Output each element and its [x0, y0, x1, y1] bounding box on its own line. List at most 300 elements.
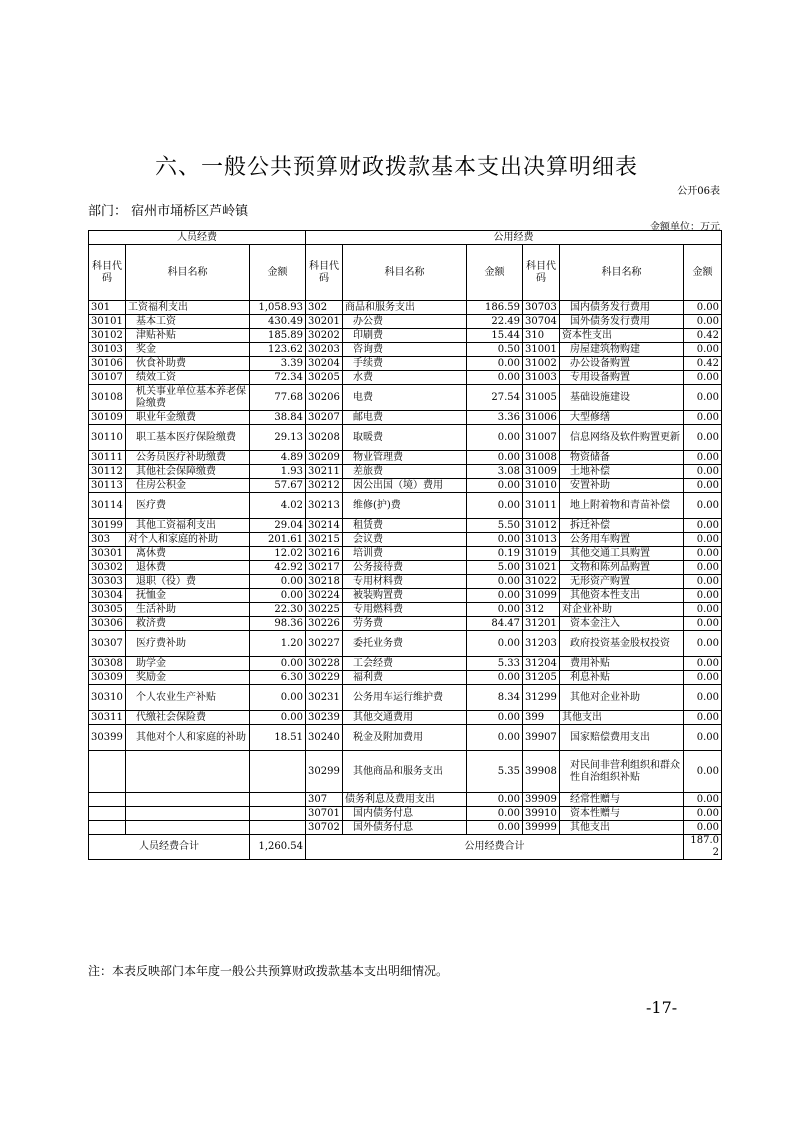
cell-code: 30215: [306, 533, 343, 547]
cell-code: 31012: [523, 519, 560, 533]
cell-name: 伙食补助费: [126, 357, 250, 371]
cell-amount: 0.00: [684, 301, 722, 315]
cell-name: 房屋建筑物购建: [560, 343, 684, 357]
cell-code: 30102: [89, 329, 126, 343]
cell-code: 30204: [306, 357, 343, 371]
cell-name: 奖励金: [126, 671, 250, 685]
cell-name: 劳务费: [343, 617, 467, 631]
cell-code: 39908: [523, 751, 560, 793]
cell-code: 30399: [89, 725, 126, 751]
cell-code: 39999: [523, 821, 560, 835]
cell-amount: 0.00: [684, 793, 722, 807]
cell-amount: [250, 793, 306, 807]
col-header-code: 科目代码: [523, 245, 560, 301]
cell-name: 办公费: [343, 315, 467, 329]
cell-name: 退休费: [126, 561, 250, 575]
expenditure-table: [88, 230, 722, 860]
table-row: [89, 725, 722, 751]
cell-amount: 0.00: [467, 807, 523, 821]
total-public-value: 187.02: [684, 835, 722, 860]
table-row: [89, 519, 722, 533]
cell-code: 30110: [89, 425, 126, 451]
cell-amount: 0.00: [467, 631, 523, 657]
cell-code: 31002: [523, 357, 560, 371]
cell-code: 31021: [523, 561, 560, 575]
cell-amount: 0.00: [684, 547, 722, 561]
cell-name: 土地补偿: [560, 465, 684, 479]
group-header-row: [89, 231, 722, 245]
table-row: [89, 561, 722, 575]
cell-code: 307: [306, 793, 343, 807]
cell-code: 31201: [523, 617, 560, 631]
cell-code: 302: [306, 301, 343, 315]
cell-name: 工会经费: [343, 657, 467, 671]
cell-code: 31013: [523, 533, 560, 547]
table-row: [89, 451, 722, 465]
cell-name: 电费: [343, 385, 467, 411]
cell-name: 资本性赠与: [560, 807, 684, 821]
cell-code: 30305: [89, 603, 126, 617]
cell-name: 被装购置费: [343, 589, 467, 603]
cell-code: 30308: [89, 657, 126, 671]
cell-amount: 0.00: [684, 589, 722, 603]
table-row: [89, 479, 722, 493]
cell-name: 助学金: [126, 657, 250, 671]
cell-code: 31010: [523, 479, 560, 493]
col-header-name: 科目名称: [343, 245, 467, 301]
cell-amount: 38.84: [250, 411, 306, 425]
cell-amount: 22.49: [467, 315, 523, 329]
cell-amount: 18.51: [250, 725, 306, 751]
cell-code: 30224: [306, 589, 343, 603]
cell-code: 30212: [306, 479, 343, 493]
cell-code: 30107: [89, 371, 126, 385]
cell-name: 工资福利支出: [126, 301, 250, 315]
cell-amount: 5.00: [467, 561, 523, 575]
cell-name: 救济费: [126, 617, 250, 631]
cell-amount: 0.00: [684, 671, 722, 685]
cell-code: 30206: [306, 385, 343, 411]
cell-code: [89, 793, 126, 807]
total-row: [89, 835, 722, 860]
table-row: [89, 617, 722, 631]
cell-code: 30701: [306, 807, 343, 821]
cell-amount: 29.04: [250, 519, 306, 533]
cell-code: 30302: [89, 561, 126, 575]
cell-name: 公务接待费: [343, 561, 467, 575]
cell-amount: 0.00: [684, 425, 722, 451]
cell-name: 公务用车运行维护费: [343, 685, 467, 711]
cell-name: 其他工资福利支出: [126, 519, 250, 533]
cell-code: 39907: [523, 725, 560, 751]
table-row: [89, 493, 722, 519]
cell-code: 30229: [306, 671, 343, 685]
cell-code: 30299: [306, 751, 343, 793]
cell-name: 资本性支出: [560, 329, 684, 343]
cell-name: 办公设备购置: [560, 357, 684, 371]
cell-amount: 0.00: [684, 343, 722, 357]
cell-amount: 0.00: [684, 807, 722, 821]
cell-code: 31203: [523, 631, 560, 657]
cell-code: 31022: [523, 575, 560, 589]
cell-amount: [250, 751, 306, 793]
cell-amount: 0.42: [684, 329, 722, 343]
table-row: [89, 821, 722, 835]
cell-name: 水费: [343, 371, 467, 385]
cell-name: 差旅费: [343, 465, 467, 479]
cell-amount: 186.59: [467, 301, 523, 315]
cell-amount: 27.54: [467, 385, 523, 411]
cell-name: 医疗费补助: [126, 631, 250, 657]
cell-name: 国外债务付息: [343, 821, 467, 835]
cell-name: 其他资本性支出: [560, 589, 684, 603]
cell-name: 邮电费: [343, 411, 467, 425]
cell-name: 物资储备: [560, 451, 684, 465]
cell-amount: 0.00: [250, 711, 306, 725]
cell-name: 因公出国（境）费用: [343, 479, 467, 493]
cell-name: 利息补贴: [560, 671, 684, 685]
cell-amount: 0.00: [467, 533, 523, 547]
cell-name: 税金及附加费用: [343, 725, 467, 751]
cell-amount: 185.89: [250, 329, 306, 343]
cell-amount: 0.00: [684, 315, 722, 329]
cell-code: 30112: [89, 465, 126, 479]
cell-amount: 3.36: [467, 411, 523, 425]
cell-code: [89, 751, 126, 793]
cell-name: 安置补助: [560, 479, 684, 493]
cell-code: 30103: [89, 343, 126, 357]
cell-code: 30240: [306, 725, 343, 751]
cell-amount: 0.00: [684, 617, 722, 631]
cell-code: 39909: [523, 793, 560, 807]
cell-code: 30227: [306, 631, 343, 657]
cell-amount: 8.34: [467, 685, 523, 711]
cell-name: 租赁费: [343, 519, 467, 533]
cell-amount: 0.00: [684, 493, 722, 519]
cell-amount: 0.00: [467, 603, 523, 617]
cell-code: 30203: [306, 343, 343, 357]
cell-name: [126, 821, 250, 835]
cell-amount: 0.00: [684, 575, 722, 589]
cell-amount: 0.00: [684, 657, 722, 671]
cell-code: 30109: [89, 411, 126, 425]
cell-code: 30201: [306, 315, 343, 329]
total-personnel-value: 1,260.54: [250, 835, 306, 860]
cell-amount: 0.00: [684, 465, 722, 479]
group-personnel-header: 人员经费: [89, 231, 306, 245]
cell-amount: 72.34: [250, 371, 306, 385]
cell-name: 机关事业单位基本养老保险缴费: [126, 385, 250, 411]
cell-name: 对个人和家庭的补助: [126, 533, 250, 547]
table-row: [89, 711, 722, 725]
cell-amount: 0.00: [467, 357, 523, 371]
cell-code: 30310: [89, 685, 126, 711]
cell-name: 离休费: [126, 547, 250, 561]
cell-name: 对民间非营利组织和群众性自治组织补贴: [560, 751, 684, 793]
cell-code: 30199: [89, 519, 126, 533]
cell-name: 会议费: [343, 533, 467, 547]
cell-name: 国内债务发行费用: [560, 301, 684, 315]
cell-name: 费用补贴: [560, 657, 684, 671]
cell-code: 399: [523, 711, 560, 725]
cell-amount: 0.00: [467, 589, 523, 603]
cell-code: 30704: [523, 315, 560, 329]
cell-amount: 5.50: [467, 519, 523, 533]
cell-amount: 0.00: [684, 725, 722, 751]
table-row: [89, 385, 722, 411]
cell-amount: 42.92: [250, 561, 306, 575]
cell-name: 其他支出: [560, 821, 684, 835]
cell-amount: 1.20: [250, 631, 306, 657]
cell-amount: 0.00: [684, 603, 722, 617]
cell-name: 无形资产购置: [560, 575, 684, 589]
cell-code: 30301: [89, 547, 126, 561]
cell-amount: 12.02: [250, 547, 306, 561]
cell-amount: 4.02: [250, 493, 306, 519]
cell-amount: 5.33: [467, 657, 523, 671]
cell-name: 代缴社会保险费: [126, 711, 250, 725]
cell-code: 30209: [306, 451, 343, 465]
cell-code: 30217: [306, 561, 343, 575]
cell-name: 公务员医疗补助缴费: [126, 451, 250, 465]
cell-name: 培训费: [343, 547, 467, 561]
cell-amount: 57.67: [250, 479, 306, 493]
cell-name: 基础设施建设: [560, 385, 684, 411]
cell-amount: 0.00: [467, 821, 523, 835]
cell-name: 专用材料费: [343, 575, 467, 589]
cell-name: 职工基本医疗保险缴费: [126, 425, 250, 451]
cell-code: 30214: [306, 519, 343, 533]
cell-amount: 98.36: [250, 617, 306, 631]
cell-amount: 0.00: [684, 411, 722, 425]
cell-code: 31299: [523, 685, 560, 711]
department-label: 部门： 宿州市埇桥区芦岭镇: [88, 204, 249, 219]
table-number: 公开06表: [677, 186, 720, 197]
cell-name: [126, 751, 250, 793]
table-row: [89, 343, 722, 357]
cell-amount: 0.00: [467, 793, 523, 807]
page-number: -17-: [646, 998, 678, 1017]
cell-code: 30226: [306, 617, 343, 631]
table-row: [89, 575, 722, 589]
cell-name: 住房公积金: [126, 479, 250, 493]
cell-amount: 0.00: [467, 371, 523, 385]
cell-name: 大型修缮: [560, 411, 684, 425]
table-row: [89, 589, 722, 603]
cell-code: 30205: [306, 371, 343, 385]
cell-code: 301: [89, 301, 126, 315]
cell-amount: 0.19: [467, 547, 523, 561]
cell-amount: 0.00: [467, 451, 523, 465]
cell-amount: 0.00: [250, 685, 306, 711]
cell-amount: 0.50: [467, 343, 523, 357]
cell-code: 30309: [89, 671, 126, 685]
cell-amount: 0.00: [467, 479, 523, 493]
cell-code: 30213: [306, 493, 343, 519]
cell-name: 国外债务发行费用: [560, 315, 684, 329]
cell-amount: 77.68: [250, 385, 306, 411]
col-header-amount: 金额: [684, 245, 722, 301]
cell-code: 31205: [523, 671, 560, 685]
cell-code: 30202: [306, 329, 343, 343]
table-row: [89, 547, 722, 561]
cell-name: 专用燃料费: [343, 603, 467, 617]
cell-amount: 0.00: [684, 519, 722, 533]
table-row: [89, 685, 722, 711]
cell-name: 其他交通费用: [343, 711, 467, 725]
cell-code: 30211: [306, 465, 343, 479]
cell-name: 商品和服务支出: [343, 301, 467, 315]
cell-amount: 0.00: [250, 589, 306, 603]
cell-amount: 0.00: [684, 533, 722, 547]
unit-label: 金额单位：万元: [650, 222, 720, 233]
cell-code: 30208: [306, 425, 343, 451]
cell-code: 303: [89, 533, 126, 547]
cell-name: 公务用车购置: [560, 533, 684, 547]
cell-code: 30101: [89, 315, 126, 329]
cell-name: 医疗费: [126, 493, 250, 519]
cell-code: 30307: [89, 631, 126, 657]
cell-name: 资本金注入: [560, 617, 684, 631]
cell-code: 312: [523, 603, 560, 617]
cell-amount: 0.00: [684, 685, 722, 711]
page-title: 六、一般公共预算财政拨款基本支出决算明细表: [154, 155, 638, 180]
cell-code: 31001: [523, 343, 560, 357]
table-row: [89, 357, 722, 371]
cell-amount: 15.44: [467, 329, 523, 343]
cell-amount: 0.00: [684, 479, 722, 493]
cell-amount: 0.00: [467, 425, 523, 451]
cell-name: 其他对企业补助: [560, 685, 684, 711]
cell-amount: 0.00: [467, 493, 523, 519]
cell-name: 抚恤金: [126, 589, 250, 603]
cell-code: 30306: [89, 617, 126, 631]
cell-code: 31019: [523, 547, 560, 561]
cell-code: 30231: [306, 685, 343, 711]
cell-name: 基本工资: [126, 315, 250, 329]
cell-name: 职业年金缴费: [126, 411, 250, 425]
cell-code: 30114: [89, 493, 126, 519]
table-row: [89, 807, 722, 821]
cell-amount: 3.08: [467, 465, 523, 479]
table-row: [89, 751, 722, 793]
cell-code: 31204: [523, 657, 560, 671]
cell-name: 其他支出: [560, 711, 684, 725]
cell-amount: 0.00: [684, 751, 722, 793]
cell-code: 30703: [523, 301, 560, 315]
cell-code: 30113: [89, 479, 126, 493]
cell-code: 31007: [523, 425, 560, 451]
cell-name: 其他对个人和家庭的补助: [126, 725, 250, 751]
cell-amount: 0.00: [684, 711, 722, 725]
cell-code: 31099: [523, 589, 560, 603]
cell-code: 31003: [523, 371, 560, 385]
cell-name: 个人农业生产补贴: [126, 685, 250, 711]
table-row: [89, 411, 722, 425]
cell-name: 退职（役）费: [126, 575, 250, 589]
cell-amount: 201.61: [250, 533, 306, 547]
cell-name: 咨询费: [343, 343, 467, 357]
cell-amount: 430.49: [250, 315, 306, 329]
cell-amount: 1.93: [250, 465, 306, 479]
cell-name: 取暖费: [343, 425, 467, 451]
table-row: [89, 425, 722, 451]
cell-name: 国家赔偿费用支出: [560, 725, 684, 751]
table-row: [89, 631, 722, 657]
cell-code: 31005: [523, 385, 560, 411]
cell-amount: 22.30: [250, 603, 306, 617]
cell-name: 印刷费: [343, 329, 467, 343]
cell-code: [89, 821, 126, 835]
col-header-amount: 金额: [467, 245, 523, 301]
cell-name: 债务利息及费用支出: [343, 793, 467, 807]
cell-code: 30702: [306, 821, 343, 835]
cell-code: 30207: [306, 411, 343, 425]
table-row: [89, 465, 722, 479]
cell-amount: 29.13: [250, 425, 306, 451]
cell-amount: 0.00: [467, 671, 523, 685]
cell-code: 31009: [523, 465, 560, 479]
cell-code: 30303: [89, 575, 126, 589]
table-row: [89, 657, 722, 671]
table-row: [89, 329, 722, 343]
cell-name: 拆迁补偿: [560, 519, 684, 533]
cell-code: 31011: [523, 493, 560, 519]
cell-name: 物业管理费: [343, 451, 467, 465]
cell-code: 30228: [306, 657, 343, 671]
group-public-header: 公用经费: [306, 231, 722, 245]
table-row: [89, 793, 722, 807]
cell-code: 30108: [89, 385, 126, 411]
cell-amount: 0.00: [467, 575, 523, 589]
cell-name: 其他商品和服务支出: [343, 751, 467, 793]
cell-name: 专用设备购置: [560, 371, 684, 385]
cell-code: 30111: [89, 451, 126, 465]
footnote: 注：本表反映部门本年度一般公共预算财政拨款基本支出明细情况。: [88, 964, 449, 978]
cell-name: 绩效工资: [126, 371, 250, 385]
cell-name: [126, 807, 250, 821]
cell-name: 其他社会保障缴费: [126, 465, 250, 479]
cell-name: 信息网络及软件购置更新: [560, 425, 684, 451]
cell-code: 30225: [306, 603, 343, 617]
cell-name: 文物和陈列品购置: [560, 561, 684, 575]
cell-amount: 0.00: [684, 371, 722, 385]
cell-amount: 1,058.93: [250, 301, 306, 315]
total-public-label: 公用经费合计: [306, 835, 684, 860]
cell-amount: [250, 821, 306, 835]
cell-code: 39910: [523, 807, 560, 821]
col-header-code: 科目代码: [306, 245, 343, 301]
cell-code: 31008: [523, 451, 560, 465]
cell-name: 其他交通工具购置: [560, 547, 684, 561]
cell-name: 生活补助: [126, 603, 250, 617]
table-row: [89, 533, 722, 547]
cell-code: 30311: [89, 711, 126, 725]
cell-name: 手续费: [343, 357, 467, 371]
col-header-name: 科目名称: [126, 245, 250, 301]
cell-amount: 0.00: [684, 385, 722, 411]
cell-amount: 3.39: [250, 357, 306, 371]
cell-amount: 6.30: [250, 671, 306, 685]
cell-amount: 0.00: [467, 725, 523, 751]
cell-amount: 0.00: [684, 821, 722, 835]
cell-name: 委托业务费: [343, 631, 467, 657]
cell-code: 30106: [89, 357, 126, 371]
table-row: [89, 371, 722, 385]
cell-name: 政府投资基金股权投资: [560, 631, 684, 657]
cell-code: 310: [523, 329, 560, 343]
cell-amount: 84.47: [467, 617, 523, 631]
